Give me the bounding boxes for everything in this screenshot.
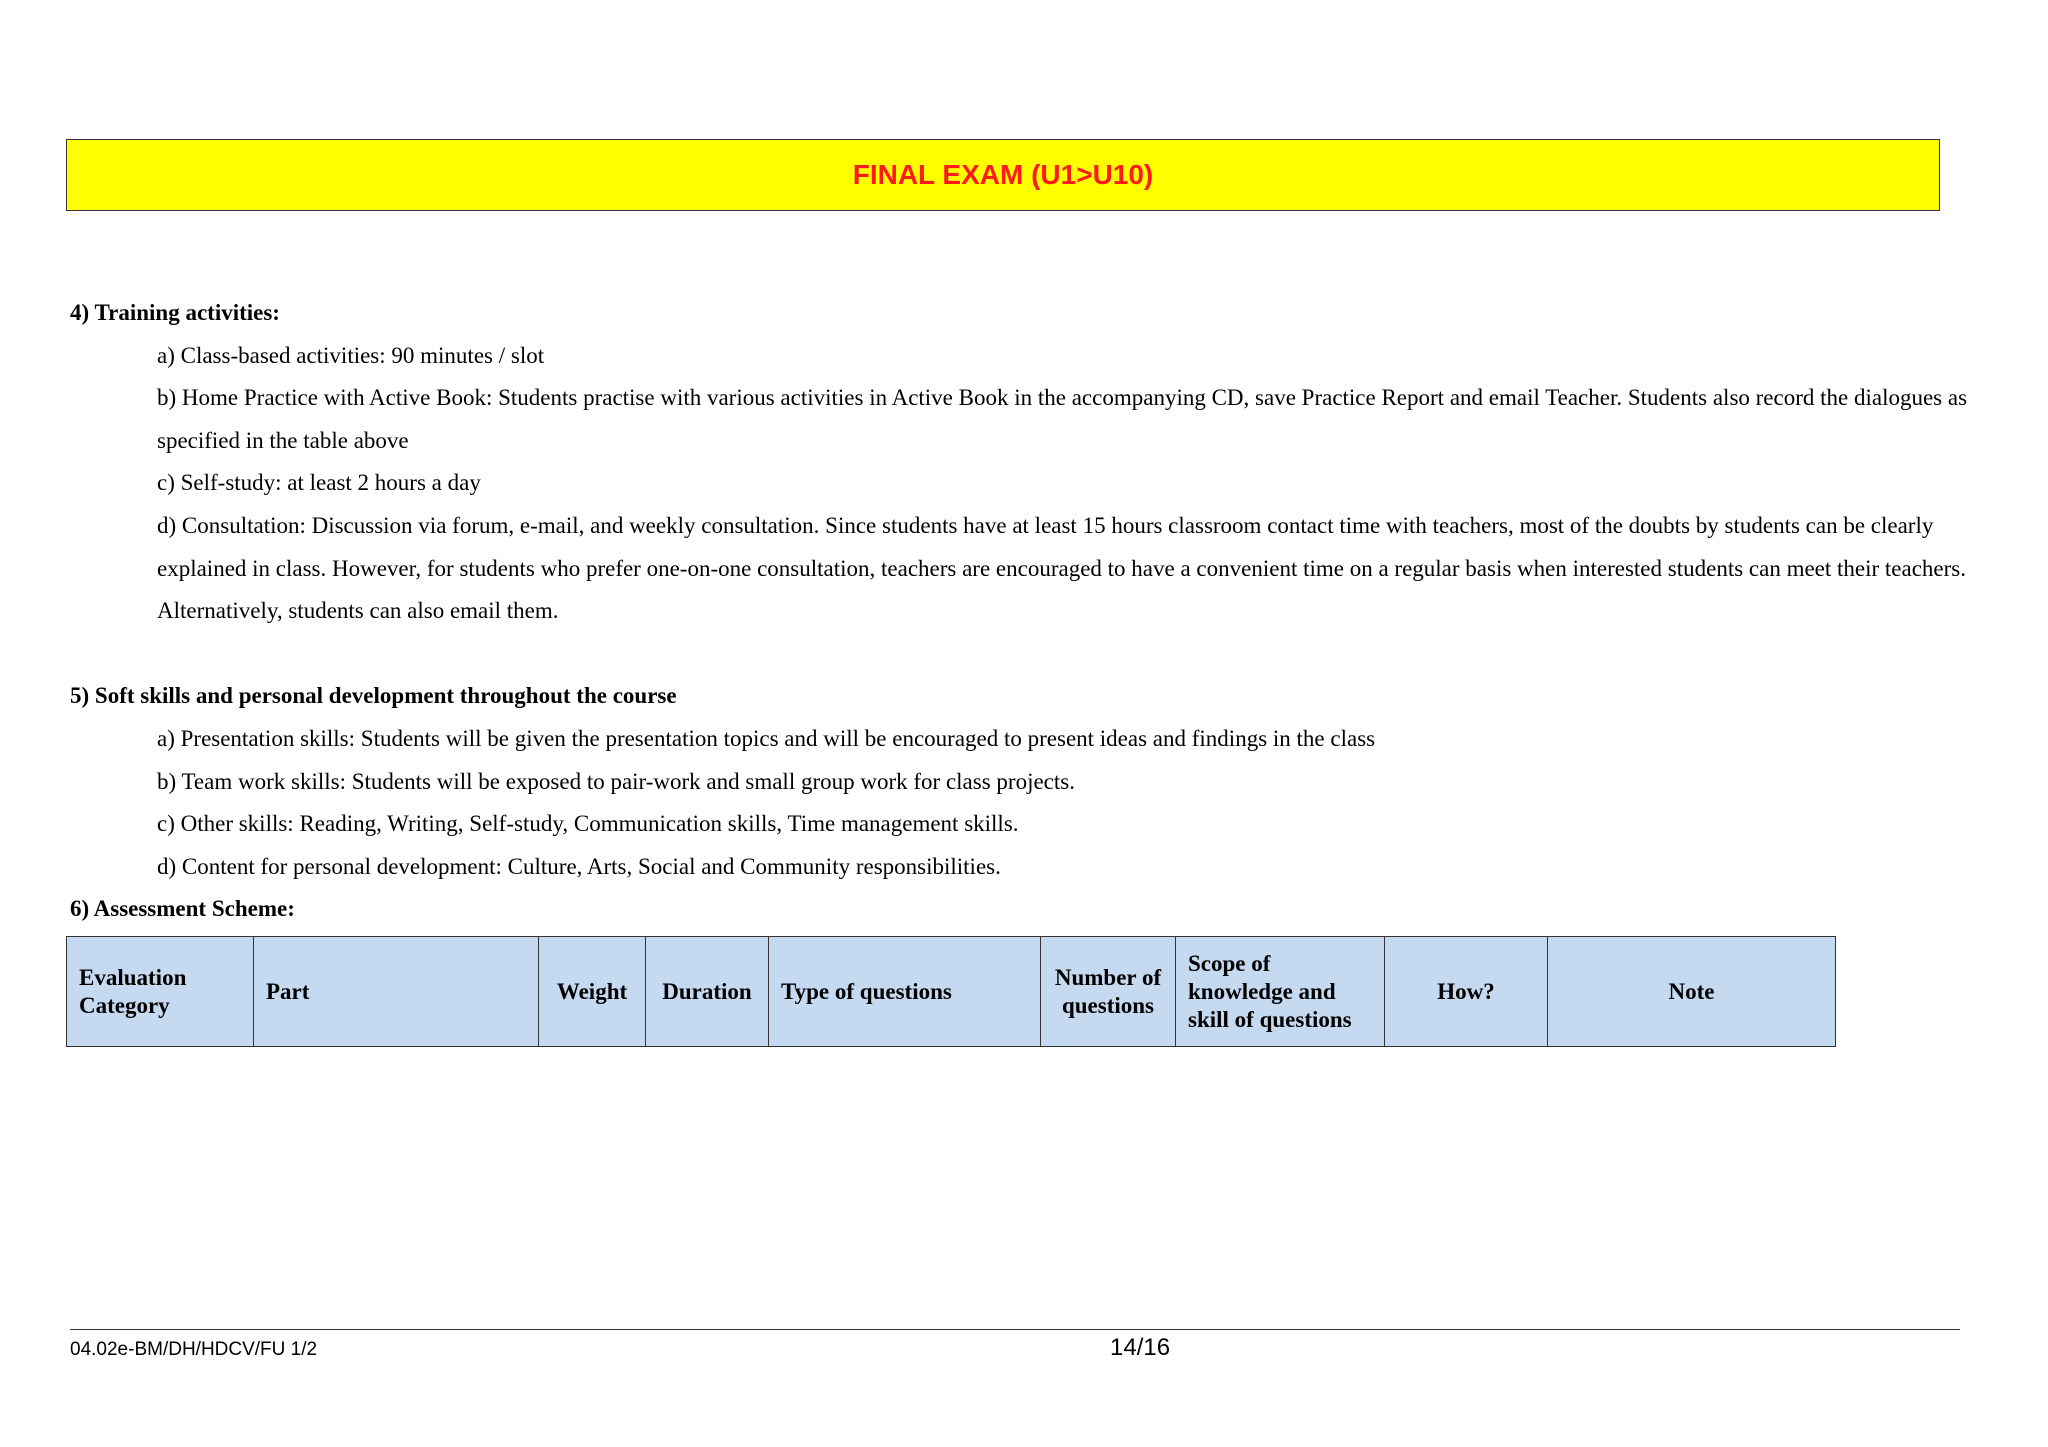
section-4-heading: 4) Training activities: [70, 300, 280, 325]
footer-divider [70, 1329, 1960, 1330]
document-body [70, 292, 1970, 931]
section-6-heading: 6) Assessment Scheme: [70, 896, 295, 922]
assessment-scheme-table [66, 936, 1836, 1047]
column-header-duration: Duration [646, 937, 769, 1047]
section-5-item-d: d) Content for personal development: Culture, Arts, Social and Community responsibilities. [157, 853, 1001, 879]
column-header-evaluation-category: Evaluation Category [67, 937, 254, 1047]
column-header-number-of-questions: Number of questions [1041, 937, 1176, 1047]
column-header-note: Note [1548, 937, 1836, 1047]
column-header-how: How? [1385, 937, 1548, 1047]
exam-banner [66, 139, 1940, 211]
column-header-weight: Weight [539, 937, 646, 1047]
column-header-type-of-questions: Type of questions [769, 937, 1041, 1047]
section-4-item-b: b) Home Practice with Active Book: Students practise with various activities in Active Book in the accompanying CD, save Practice Report and email Teacher. Students also record the dialogues as specified in the table above [157, 385, 1968, 453]
section-4-item-c: c) Self-study: at least 2 hours a day [157, 470, 481, 496]
banner-title: FINAL EXAM (U1>U10) [852, 159, 1154, 190]
footer-document-code: 04.02e-BM/DH/HDCV/FU 1/2 [70, 1339, 318, 1360]
section-5-item-c: c) Other skills: Reading, Writing, Self-study, Communication skills, Time management skills. [157, 811, 1019, 837]
section-5-item-a: a) Presentation skills: Students will be given the presentation topics and will be encouraged to present ideas and findings in the class [157, 725, 1376, 751]
section-5-item-b: b) Team work skills: Students will be exposed to pair-work and small group work for class projects. [157, 768, 1075, 794]
column-header-scope: Scope of knowledge and skill of questions [1176, 937, 1385, 1047]
section-4-item-a: a) Class-based activities: 90 minutes / slot [157, 342, 545, 368]
column-header-part: Part [254, 937, 539, 1047]
section-4-item-d: d) Consultation: Discussion via forum, e-mail, and weekly consultation. Since students have at least 15 hours classroom contact time with teachers, most of the doubts by students can be clearly explained in class. However, for students who prefer one-on-one consultation, teachers are encouraged to have a convenient time on a regular basis when interested students can meet their teachers. Alternatively, students can also email them. [157, 512, 1967, 624]
section-spacer [70, 633, 1970, 676]
section-5-heading: 5) Soft skills and personal development throughout the course [70, 683, 677, 709]
footer-page-number: 14/16 [1110, 1334, 1171, 1361]
table-header-row [67, 937, 1836, 1047]
